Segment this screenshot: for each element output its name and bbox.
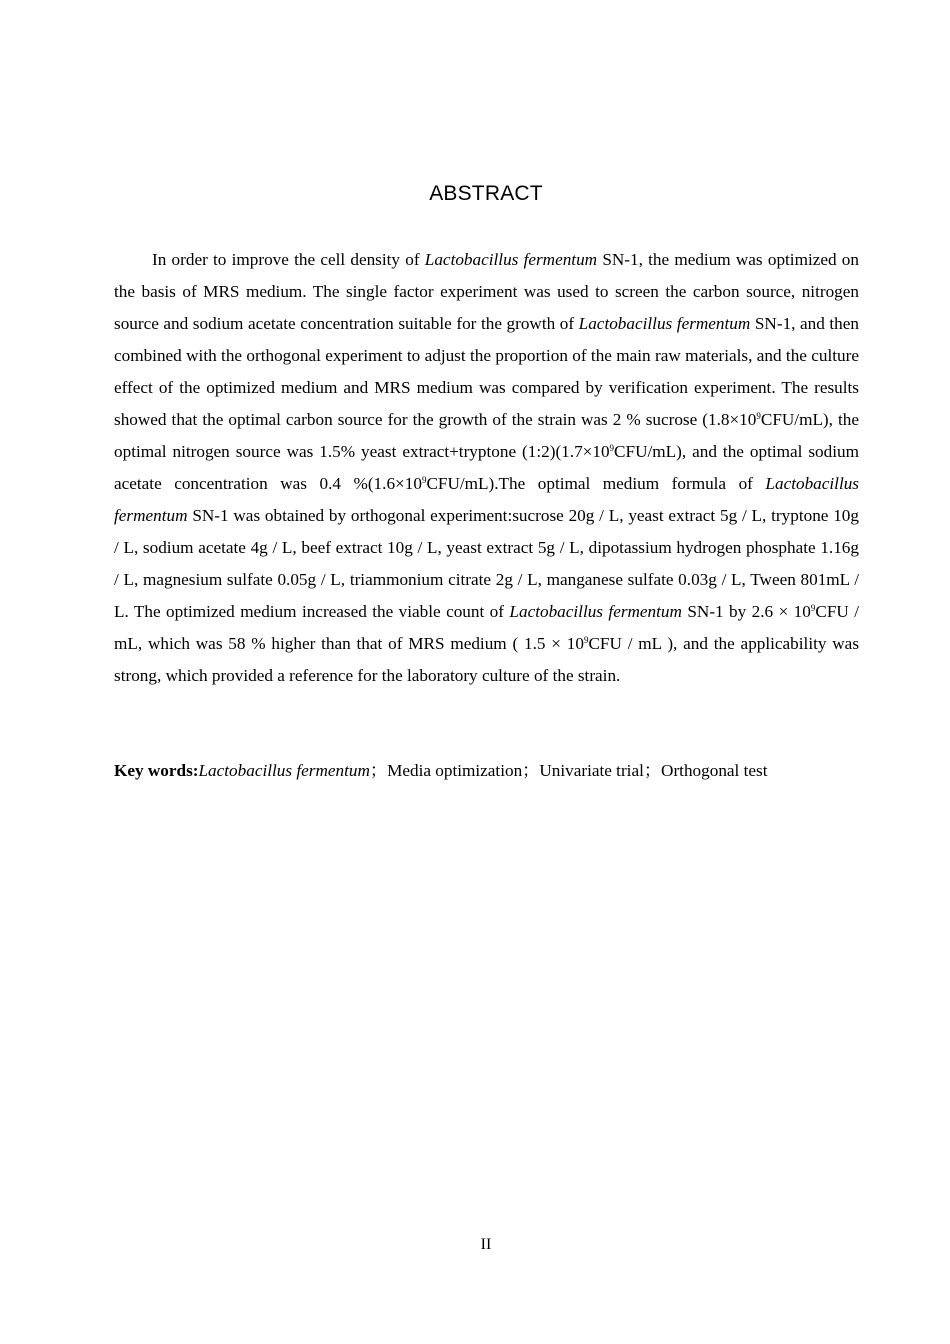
species-name: Lactobacillus fermentum xyxy=(509,602,682,621)
keyword-species: Lactobacillus fermentum xyxy=(198,761,370,780)
abstract-text: CFU/mL), the optimal nitrogen source was 1.5% yeast extract+tryptone (1:2)(1.7×10 xyxy=(114,410,859,461)
species-name: Lactobacillus fermentum xyxy=(114,474,859,525)
exponent: 9 xyxy=(756,411,761,421)
abstract-text: In order to improve the cell density of xyxy=(152,250,425,269)
page-number: II xyxy=(480,1236,492,1253)
abstract-text: SN-1 was obtained by orthogonal experiment:sucrose 20g / L, yeast extract 5g / L, tryptone 10g / L, sodium acetate 4g / L, beef extract 10g / L, yeast extract 5g / L, dipotassium hydrogen phosphate 1.16g / L, magnesium sulfate 0.05g / L, triammonium citrate 2g / L, manganese sulfate 0.03g / L, Tween 801mL / L. The optimized medium increased the viable count of xyxy=(114,506,859,621)
abstract-text: SN-1, the medium was optimized on the basis of MRS medium. The single factor experiment was used to screen the carbon source, nitrogen source and sodium acetate concentration suitable for the growth of xyxy=(114,250,859,333)
abstract-text: CFU/mL), and the optimal sodium acetate concentration was 0.4 %(1.6×10 xyxy=(114,442,859,493)
abstract-text: SN-1 by 2.6 × 10 xyxy=(681,602,811,621)
exponent: 9 xyxy=(609,443,615,453)
abstract-text: CFU / mL ), and the applicability was strong, which provided a reference for the laboratory culture of the strain. xyxy=(114,634,860,685)
abstract-text: CFU/mL).The optimal medium formula of xyxy=(426,474,766,493)
abstract-title: ABSTRACT xyxy=(429,182,543,205)
exponent: 9 xyxy=(421,475,427,485)
exponent: 9 xyxy=(583,635,589,645)
keywords-label: Key words: xyxy=(114,761,199,780)
exponent: 9 xyxy=(810,603,816,613)
abstract-paragraph xyxy=(114,244,859,692)
keywords-list: ；Media optimization；Univariate trial；Orthogonal test xyxy=(369,761,768,780)
species-name: Lactobacillus fermentum xyxy=(424,250,598,269)
abstract-text: CFU / mL, which was 58 % higher than that of MRS medium ( 1.5 × 10 xyxy=(114,602,860,653)
abstract-text: SN-1, and then combined with the orthogonal experiment to adjust the proportion of the main raw materials, and the culture effect of the optimized medium and MRS medium was compared by verification experiment. The results showed that the optimal carbon source for the growth of the strain was 2 % sucrose (1.8×10 xyxy=(114,314,859,429)
keywords-line xyxy=(114,755,874,787)
species-name: Lactobacillus fermentum xyxy=(578,314,751,333)
